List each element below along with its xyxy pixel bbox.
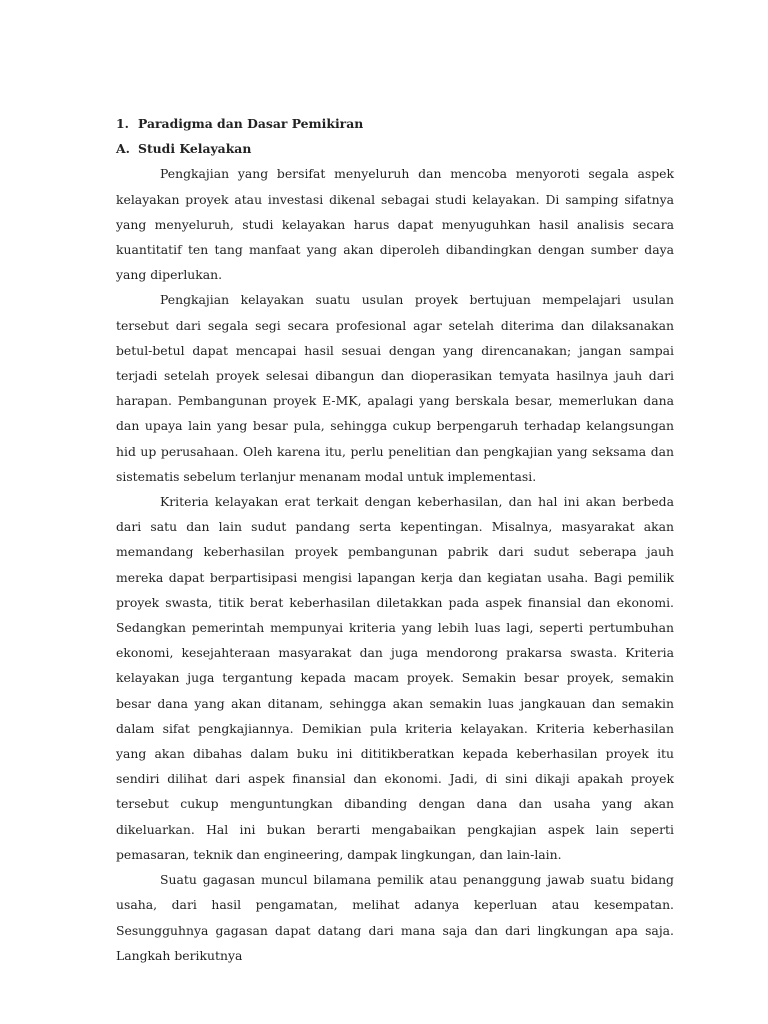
- paragraph: Kriteria kelayakan erat terkait dengan keberhasilan, dan hal ini akan berbeda dari satu dan lain sudut pandang serta kepentingan. Misalnya, masyarakat akan memandang keberhasilan proyek pembangunan pabrik dari sudut seberapa jauh mereka dapat berpartisipasi mengisi lapangan kerja dan kegiatan usaha. Bagi pemilik proyek swasta, titik berat keberhasilan diletakkan pada aspek finansial dan ekonomi. Sedangkan pemerintah mempunyai kriteria yang lebih luas lagi, seperti pertumbuhan ekonomi, kesejahteraan masyarakat dan juga mendorong prakarsa swasta. Kriteria kelayakan juga tergantung kepada macam proyek. Semakin besar proyek, semakin besar dana yang akan ditanam, sehingga akan semakin luas jangkauan dan semakin dalam sifat pengkajiannya. Demikian pula kriteria kelayakan. Kriteria keberhasilan yang akan dibahas dalam buku ini dititikberatkan kepada keberhasilan proyek itu sendiri dilihat dari aspek finansial dan ekonomi. Jadi, di sini dikaji apakah proyek tersebut cukup menguntungkan dibanding dengan dana dan usaha yang akan dikeluarkan. Hal ini bukan berarti mengabaikan pengkajian aspek lain seperti pemasaran, teknik dan engineering, dampak lingkungan, dan lain-lain.: [116, 494, 674, 862]
- section-heading: [116, 111, 674, 136]
- paragraph: Pengkajian yang bersifat menyeluruh dan mencoba menyoroti segala aspek kelayakan proyek atau investasi dikenal sebagai studi kelayakan. Di samping sifatnya yang menyeluruh, studi kelayakan harus dapat menyuguhkan hasil analisis secara kuantitatif ten tang manfaat yang akan diperoleh dibandingkan dengan sumber daya yang diperlukan.: [116, 166, 674, 283]
- paragraph: Pengkajian kelayakan suatu usulan proyek bertujuan mempelajari usulan tersebut dari segala segi secara profesional agar setelah diterima dan dilaksanakan betul-betul dapat mencapai hasil sesuai dengan yang direncanakan; jangan sampai terjadi setelah proyek selesai dibangun dan dioperasikan temyata hasilnya jauh dari harapan. Pembangunan proyek E-MK, apalagi yang berskala besar, memerlukan dana dan upaya lain yang besar pula, sehingga cukup berpengaruh terhadap kelangsungan hid up perusahaan. Oleh karena itu, perlu penelitian dan pengkajian yang seksama dan sistematis sebelum terlanjur menanam modal untuk implementasi.: [116, 292, 674, 484]
- subsection-title: Studi Kelayakan: [138, 141, 252, 157]
- subsection-heading: [116, 136, 674, 161]
- subsection-number: A.: [116, 141, 130, 157]
- section-title: Paradigma dan Dasar Pemikiran: [138, 116, 364, 131]
- paragraph: Suatu gagasan muncul bilamana pemilik atau penanggung jawab suatu bidang usaha, dari hasil pengamatan, melihat adanya keperluan atau kesempatan. Sesungguhnya gagasan dapat datang dari mana saja dan dari lingkungan apa saja. Langkah berikutnya: [116, 872, 674, 963]
- section-number: 1.: [116, 116, 129, 131]
- document-body: [116, 111, 674, 968]
